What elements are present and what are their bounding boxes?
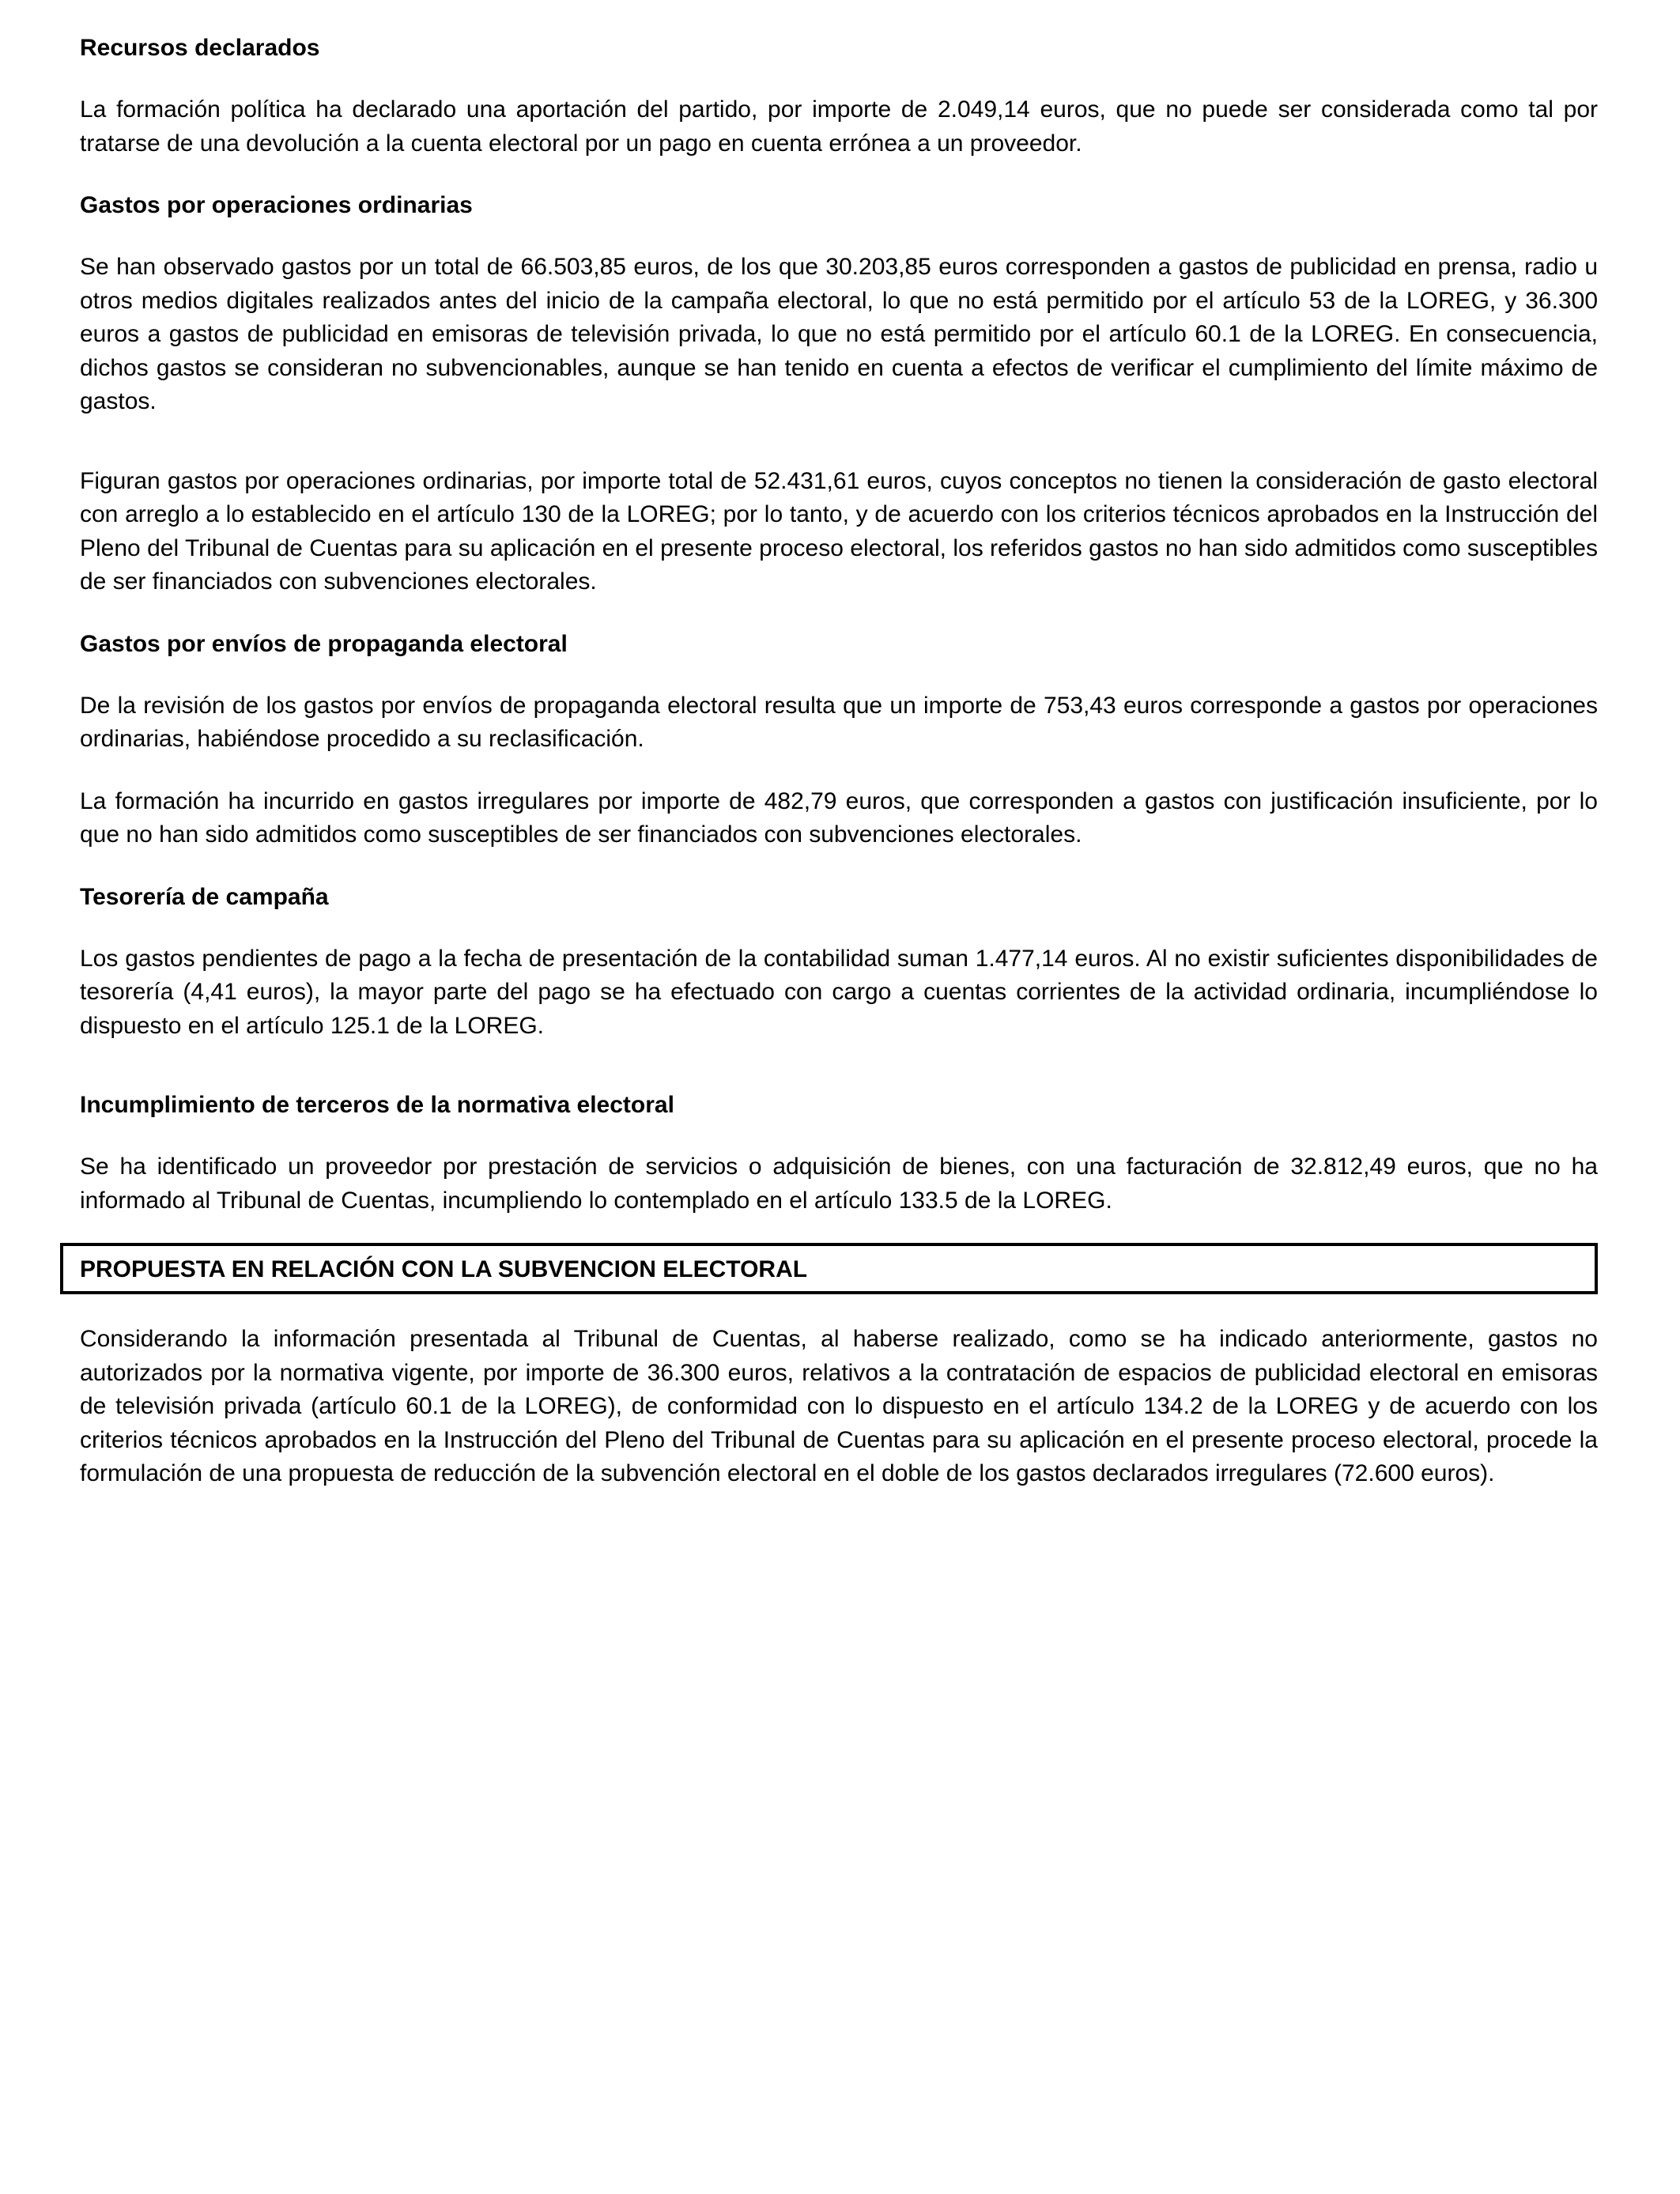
section-heading-recursos: Recursos declarados [80, 35, 320, 61]
paragraph-propaganda-2: La formación ha incurrido en gastos irregulares por importe de 482,79 euros, que corresponden a gastos con justificación insuficiente, por lo que no han sido admitidos como susceptibles de ser financiados con subvenciones electorales. [80, 787, 1598, 848]
paragraph-proposal: Considerando la información presentada al Tribunal de Cuentas, al haberse realizado, como se ha indicado anteriormente, gastos no autorizados por la normativa vigente, por importe de 36.300 euros, relativos a la contratación de espacios de publicidad electoral en emisoras de televisión privada (artículo 60.1 de la LOREG), de conformidad con lo dispuesto en el artículo 134.2 de la LOREG y de acuerdo con los criterios técnicos aprobados en la Instrucción del Pleno del Tribunal de Cuentas para su aplicación en el presente proceso electoral, procede la formulación de una propuesta de reducción de la subvención electoral en el doble de los gastos declarados irregulares (72.600 euros). [80, 1326, 1598, 1486]
section-heading-propaganda: Gastos por envíos de propaganda electoral [80, 630, 568, 657]
section-heading-tesoreria: Tesorería de campaña [80, 883, 329, 910]
paragraph-operaciones-ordinarias-2: Figuran gastos por operaciones ordinarias, por importe total de 52.431,61 euros, cuyos conceptos no tienen la consideración de gasto electoral con arreglo a lo establecido en el artículo 130 de la LOREG; por lo tanto, y de acuerdo con los criterios técnicos aprobados en la Instrucción del Pleno del Tribunal de Cuentas para su aplicación en el presente proceso electoral, los referidos gastos no han sido admitidos como susceptibles de ser financiados con subvenciones electorales. [80, 467, 1598, 595]
paragraph-operaciones-ordinarias-1: Se han observado gastos por un total de 66.503,85 euros, de los que 30.203,85 euros corresponden a gastos de publicidad en prensa, radio u otros medios digitales realizados antes del inicio de la campaña electoral, lo que no está permitido por el artículo 53 de la LOREG, y 36.300 euros a gastos de publicidad en emisoras de televisión privada, lo que no está permitido por el artículo 60.1 de la LOREG. En consecuencia, dichos gastos se consideran no subvencionables, aunque se han tenido en cuenta a efectos de verificar el cumplimiento del límite máximo de gastos. [80, 254, 1598, 414]
section-heading-terceros: Incumplimiento de terceros de la normativa electoral [80, 1092, 674, 1118]
proposal-heading-box: PROPUESTA EN RELACIÓN CON LA SUBVENCION ELECTORAL [60, 1243, 1598, 1294]
paragraph-recursos: La formación política ha declarado una aportación del partido, por importe de 2.049,14 euros, que no puede ser considerada como tal por tratarse de una devolución a la cuenta electoral por un pago en cuenta errónea a un proveedor. [80, 96, 1598, 157]
paragraph-propaganda-1: De la revisión de los gastos por envíos de propaganda electoral resulta que un importe de 753,43 euros corresponde a gastos por operaciones ordinarias, habiéndose procedido a su reclasificación. [80, 692, 1598, 752]
section-heading-operaciones-ordinarias: Gastos por operaciones ordinarias [80, 192, 473, 218]
paragraph-tesoreria: Los gastos pendientes de pago a la fecha de presentación de la contabilidad suman 1.477,14 euros. Al no existir suficientes disponibilidades de tesorería (4,41 euros), la mayor parte del pago se ha efectuado con cargo a cuentas corrientes de la actividad ordinaria, incumpliéndose lo dispuesto en el artículo 125.1 de la LOREG. [80, 945, 1598, 1039]
document-page [80, 32, 1598, 1520]
paragraph-terceros: Se ha identificado un proveedor por prestación de servicios o adquisición de bienes, con una facturación de 32.812,49 euros, que no ha informado al Tribunal de Cuentas, incumpliendo lo contemplado en el artículo 133.5 de la LOREG. [80, 1154, 1598, 1214]
